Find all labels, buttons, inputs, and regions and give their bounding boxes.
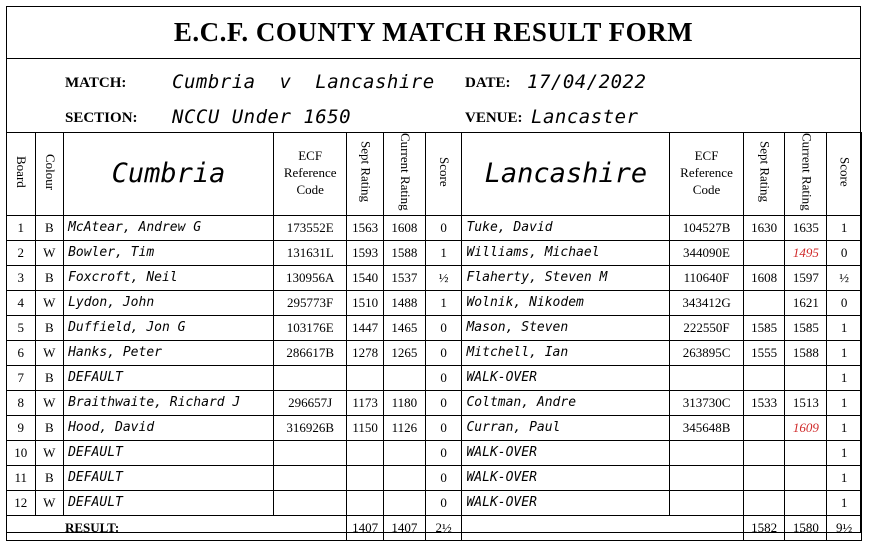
table-row — [7, 390, 862, 415]
home-current-rating: 1488 — [384, 290, 426, 315]
table-row — [7, 315, 862, 340]
away-current-average: 1580 — [785, 515, 827, 540]
home-total-score: 2½ — [425, 515, 462, 540]
away-ecf-code — [670, 440, 743, 465]
away-player: WALK-OVER — [462, 490, 670, 515]
home-sept-rating: 1447 — [347, 315, 384, 340]
home-score: ½ — [425, 265, 462, 290]
home-ecf-code: 130956A — [273, 265, 346, 290]
away-ecf-code: 104527B — [670, 215, 743, 240]
away-sept-rating — [743, 440, 785, 465]
home-ecf-code — [273, 365, 346, 390]
home-score: 1 — [425, 290, 462, 315]
home-player: Hood, David — [64, 415, 274, 440]
away-current-rating: 1609 — [785, 415, 827, 440]
board-header: Board — [7, 133, 36, 216]
away-sept-rating: 1608 — [743, 265, 785, 290]
home-ecf-code: 316926B — [273, 415, 346, 440]
table-row — [7, 240, 862, 265]
table-row — [7, 490, 862, 515]
venue-label: VENUE: — [465, 110, 523, 126]
home-score: 0 — [425, 215, 462, 240]
result-row — [7, 515, 862, 540]
away-current-rating — [785, 440, 827, 465]
table-row — [7, 465, 862, 490]
away-ecf-code: 344090E — [670, 240, 743, 265]
results-table — [6, 132, 862, 541]
away-player: Wolnik, Nikodem — [462, 290, 670, 315]
away-ecf-code: 263895C — [670, 340, 743, 365]
away-player: Williams, Michael — [462, 240, 670, 265]
home-ecf-code: 103176E — [273, 315, 346, 340]
colour: B — [35, 215, 64, 240]
away-player: WALK-OVER — [462, 440, 670, 465]
colour: B — [35, 415, 64, 440]
home-score: 0 — [425, 315, 462, 340]
board: 4 — [7, 290, 36, 315]
colour-header: Colour — [35, 133, 64, 216]
home-current-rating — [384, 365, 426, 390]
home-current-rating: 1265 — [384, 340, 426, 365]
away-sept-rating — [743, 290, 785, 315]
home-ecf-code — [273, 440, 346, 465]
away-score: 1 — [827, 440, 862, 465]
away-score: 1 — [827, 365, 862, 390]
table-row — [7, 290, 862, 315]
home-player: Duffield, Jon G — [64, 315, 274, 340]
board: 6 — [7, 340, 36, 365]
away-player: Flaherty, Steven M — [462, 265, 670, 290]
home-score: 1 — [425, 240, 462, 265]
away-sept-rating: 1630 — [743, 215, 785, 240]
away-current-rating — [785, 465, 827, 490]
away-team-header: Lancashire — [462, 133, 670, 216]
home-player: Bowler, Tim — [64, 240, 274, 265]
colour: W — [35, 490, 64, 515]
table-header-row — [7, 133, 862, 216]
away-player: Mitchell, Ian — [462, 340, 670, 365]
home-sept-rating: 1540 — [347, 265, 384, 290]
away-ecf-code: 343412G — [670, 290, 743, 315]
colour: B — [35, 265, 64, 290]
away-sept-rating-header: Sept Rating — [743, 133, 785, 216]
home-sept-rating: 1510 — [347, 290, 384, 315]
away-current-rating: 1588 — [785, 340, 827, 365]
home-player: DEFAULT — [64, 490, 274, 515]
home-score-header: Score — [425, 133, 462, 216]
board: 8 — [7, 390, 36, 415]
board: 11 — [7, 465, 36, 490]
home-ecf-code: 286617B — [273, 340, 346, 365]
away-score: 1 — [827, 215, 862, 240]
home-ecf-code: 131631L — [273, 240, 346, 265]
away-score: 0 — [827, 240, 862, 265]
board: 3 — [7, 265, 36, 290]
away-sept-rating — [743, 240, 785, 265]
home-player: Hanks, Peter — [64, 340, 274, 365]
table-row — [7, 415, 862, 440]
away-current-rating: 1597 — [785, 265, 827, 290]
home-current-rating — [384, 490, 426, 515]
home-score: 0 — [425, 340, 462, 365]
board: 5 — [7, 315, 36, 340]
away-player: WALK-OVER — [462, 365, 670, 390]
away-sept-rating: 1585 — [743, 315, 785, 340]
away-ecf-code: 110640F — [670, 265, 743, 290]
away-score-header: Score — [827, 133, 862, 216]
home-current-rating — [384, 440, 426, 465]
away-score: 0 — [827, 290, 862, 315]
away-current-rating: 1513 — [785, 390, 827, 415]
home-score: 0 — [425, 415, 462, 440]
away-player: Coltman, Andre — [462, 390, 670, 415]
colour: W — [35, 340, 64, 365]
away-score: 1 — [827, 340, 862, 365]
home-score: 0 — [425, 365, 462, 390]
board: 1 — [7, 215, 36, 240]
colour: B — [35, 365, 64, 390]
home-player: DEFAULT — [64, 465, 274, 490]
home-current-rating: 1588 — [384, 240, 426, 265]
colour: W — [35, 240, 64, 265]
home-player: DEFAULT — [64, 365, 274, 390]
home-score: 0 — [425, 440, 462, 465]
away-score: ½ — [827, 265, 862, 290]
match-label: MATCH: — [65, 75, 127, 91]
colour: W — [35, 440, 64, 465]
home-current-rating-header: Current Rating — [384, 133, 426, 216]
home-ecf-code: 295773F — [273, 290, 346, 315]
away-ecf-code — [670, 365, 743, 390]
away-total-score: 9½ — [827, 515, 862, 540]
away-player: Curran, Paul — [462, 415, 670, 440]
home-score: 0 — [425, 465, 462, 490]
away-score: 1 — [827, 390, 862, 415]
away-current-rating: 1495 — [785, 240, 827, 265]
home-current-rating: 1126 — [384, 415, 426, 440]
table-row — [7, 365, 862, 390]
date-value: 17/04/2022 — [527, 71, 647, 93]
section-label: SECTION: — [65, 110, 138, 126]
away-ecf-code: 345648B — [670, 415, 743, 440]
form-title: E.C.F. COUNTY MATCH RESULT FORM — [7, 7, 860, 59]
away-sept-rating: 1555 — [743, 340, 785, 365]
away-current-rating: 1585 — [785, 315, 827, 340]
home-sept-rating — [347, 465, 384, 490]
away-sept-rating — [743, 490, 785, 515]
home-ecf-header: ECF Reference Code — [273, 133, 346, 216]
home-player: DEFAULT — [64, 440, 274, 465]
colour: B — [35, 465, 64, 490]
table-row — [7, 215, 862, 240]
away-current-rating — [785, 490, 827, 515]
away-current-rating — [785, 365, 827, 390]
away-sept-average: 1582 — [743, 515, 785, 540]
home-player: McAtear, Andrew G — [64, 215, 274, 240]
board: 7 — [7, 365, 36, 390]
home-ecf-code — [273, 490, 346, 515]
home-current-rating — [384, 465, 426, 490]
home-sept-rating-header: Sept Rating — [347, 133, 384, 216]
away-score: 1 — [827, 465, 862, 490]
board: 12 — [7, 490, 36, 515]
away-ecf-code: 313730C — [670, 390, 743, 415]
home-team-header: Cumbria — [64, 133, 274, 216]
home-player: Braithwaite, Richard J — [64, 390, 274, 415]
board: 10 — [7, 440, 36, 465]
away-ecf-header: ECF Reference Code — [670, 133, 743, 216]
away-sept-rating — [743, 365, 785, 390]
board: 9 — [7, 415, 36, 440]
away-score: 1 — [827, 415, 862, 440]
away-player: Tuke, David — [462, 215, 670, 240]
home-ecf-code: 173552E — [273, 215, 346, 240]
date-label: DATE: — [465, 75, 511, 91]
venue-value: Lancaster — [531, 106, 639, 128]
home-current-rating: 1465 — [384, 315, 426, 340]
home-score: 0 — [425, 490, 462, 515]
away-current-rating: 1621 — [785, 290, 827, 315]
result-label: RESULT: — [7, 515, 347, 540]
away-current-rating: 1635 — [785, 215, 827, 240]
table-row — [7, 265, 862, 290]
away-sept-rating: 1533 — [743, 390, 785, 415]
home-sept-rating — [347, 490, 384, 515]
home-sept-rating: 1593 — [347, 240, 384, 265]
board: 2 — [7, 240, 36, 265]
away-ecf-code — [670, 490, 743, 515]
home-sept-rating: 1278 — [347, 340, 384, 365]
home-player: Lydon, John — [64, 290, 274, 315]
away-player: Mason, Steven — [462, 315, 670, 340]
away-current-rating-header: Current Rating — [785, 133, 827, 216]
home-sept-average: 1407 — [347, 515, 384, 540]
away-ecf-code: 222550F — [670, 315, 743, 340]
section-value: NCCU Under 1650 — [172, 106, 352, 128]
home-sept-rating: 1563 — [347, 215, 384, 240]
away-score: 1 — [827, 490, 862, 515]
home-ecf-code — [273, 465, 346, 490]
home-current-rating: 1180 — [384, 390, 426, 415]
match-value: Cumbria v Lancashire — [172, 71, 435, 93]
away-score: 1 — [827, 315, 862, 340]
result-spacer — [462, 515, 743, 540]
colour: W — [35, 390, 64, 415]
home-score: 0 — [425, 390, 462, 415]
away-sept-rating — [743, 465, 785, 490]
away-player: WALK-OVER — [462, 465, 670, 490]
result-form — [6, 6, 861, 533]
table-row — [7, 340, 862, 365]
home-current-rating: 1608 — [384, 215, 426, 240]
home-sept-rating — [347, 365, 384, 390]
home-current-rating: 1537 — [384, 265, 426, 290]
home-current-average: 1407 — [384, 515, 426, 540]
home-sept-rating: 1150 — [347, 415, 384, 440]
colour: B — [35, 315, 64, 340]
table-row — [7, 440, 862, 465]
home-player: Foxcroft, Neil — [64, 265, 274, 290]
home-sept-rating: 1173 — [347, 390, 384, 415]
home-ecf-code: 296657J — [273, 390, 346, 415]
away-sept-rating — [743, 415, 785, 440]
away-ecf-code — [670, 465, 743, 490]
home-sept-rating — [347, 440, 384, 465]
colour: W — [35, 290, 64, 315]
